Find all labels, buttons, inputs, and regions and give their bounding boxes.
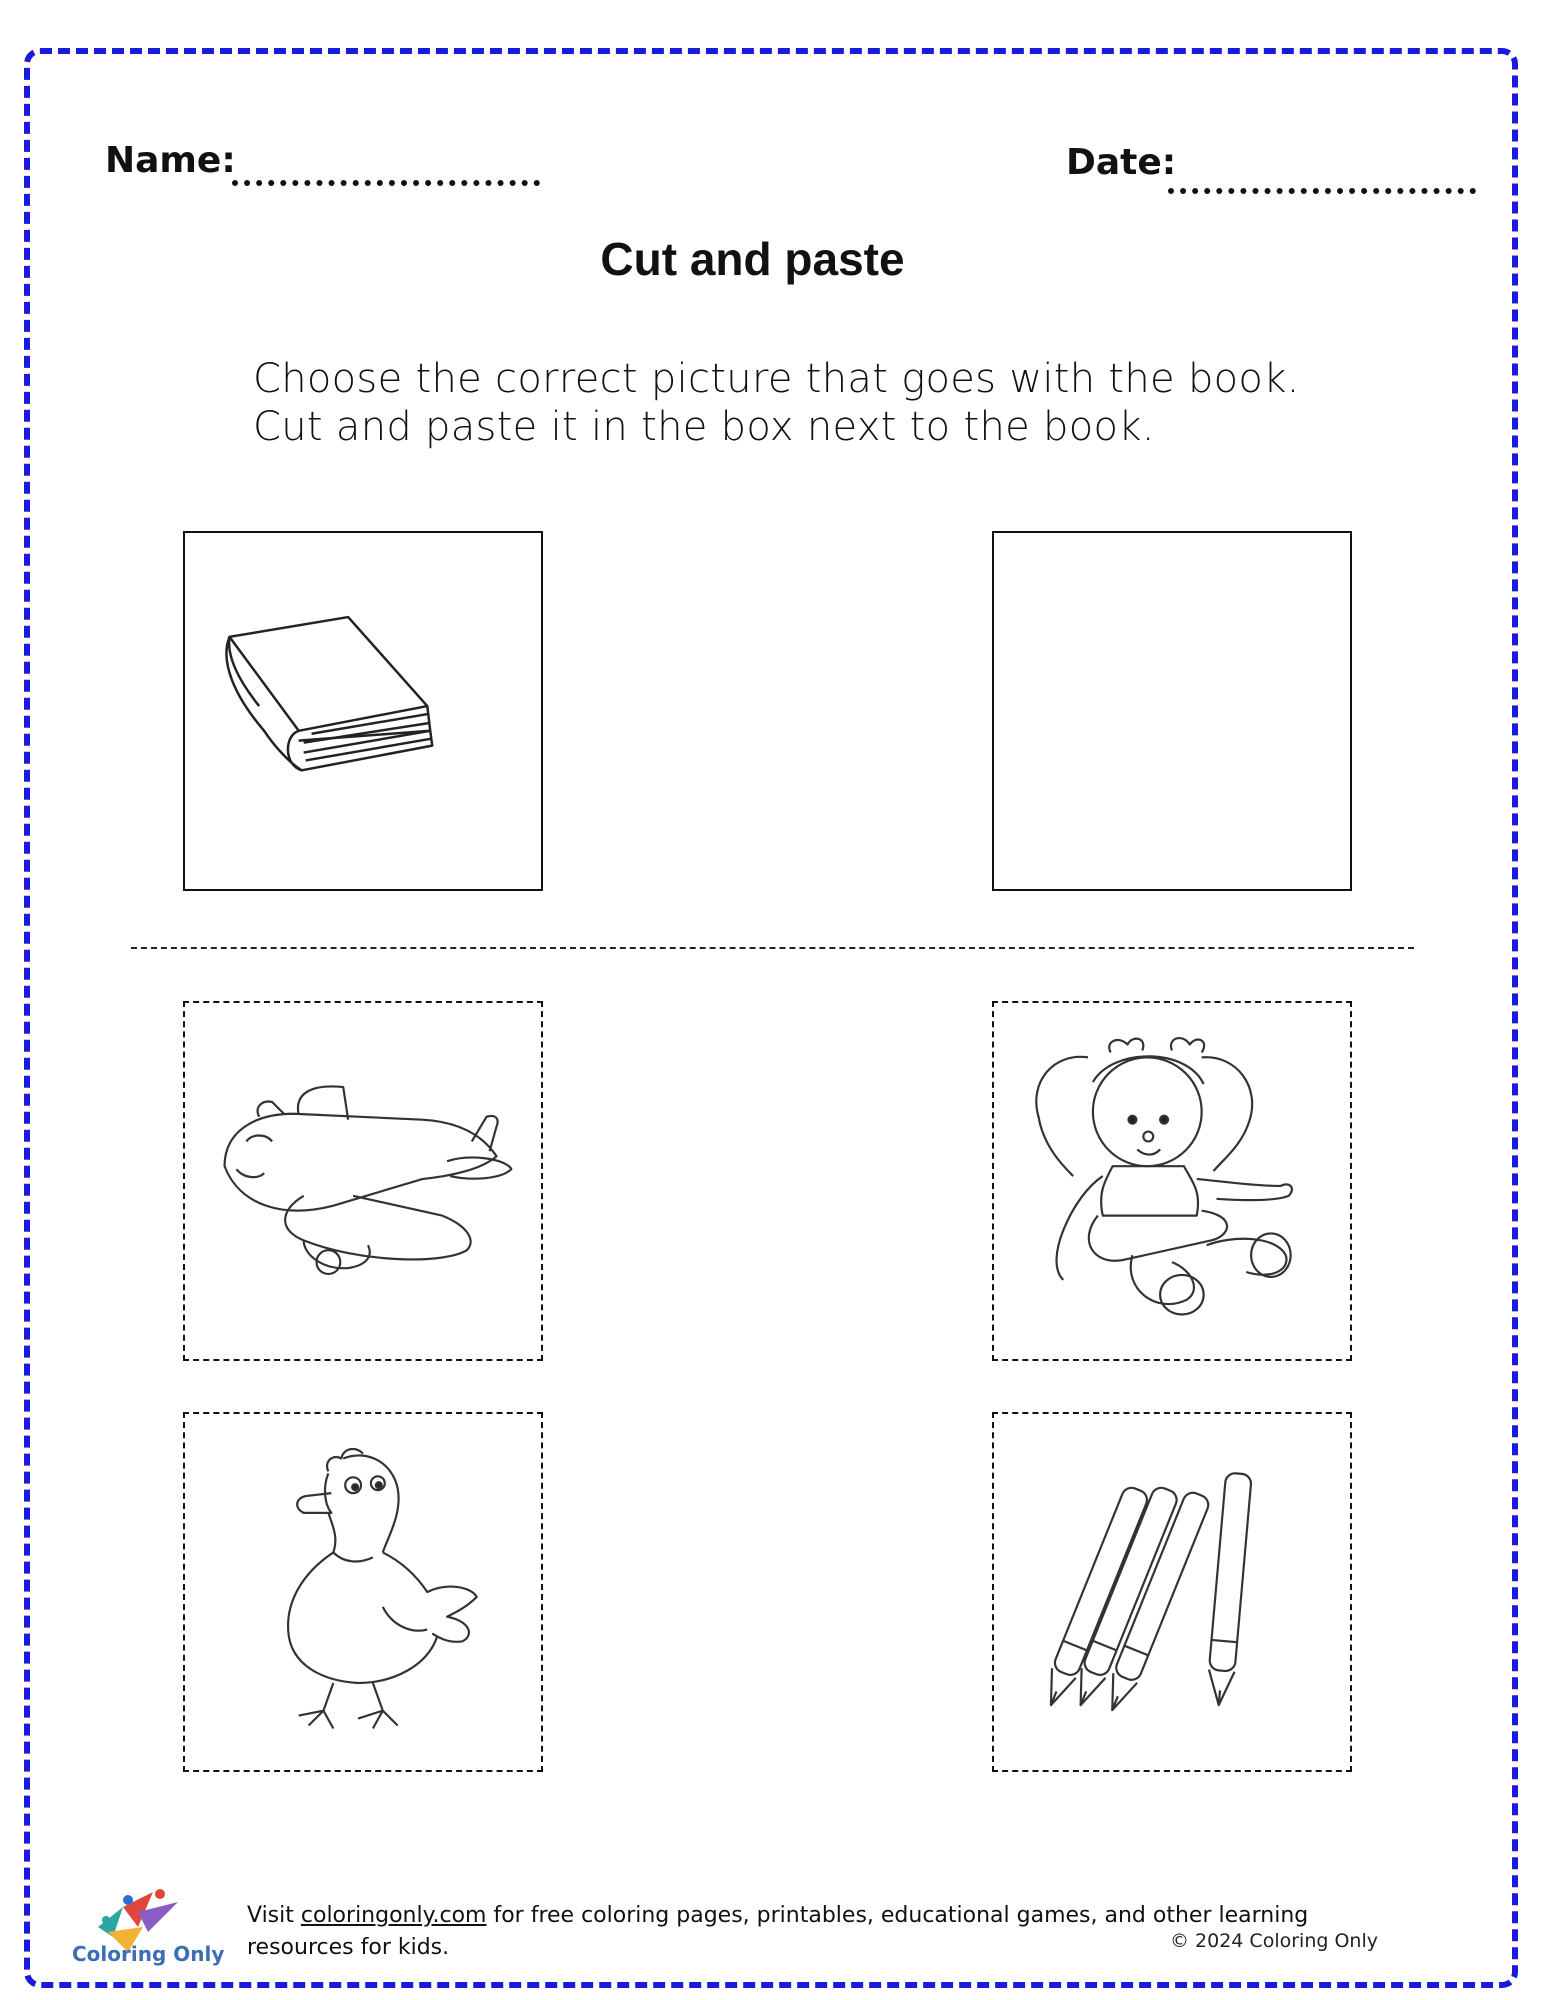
name-field[interactable]	[232, 180, 540, 186]
date-field[interactable]	[1168, 188, 1476, 194]
copyright: © 2024 Coloring Only	[1170, 1930, 1378, 1952]
chicken-icon	[185, 1414, 541, 1770]
option-doll[interactable]	[992, 1001, 1352, 1361]
date-label: Date:	[1066, 142, 1177, 183]
logo-text: Coloring Only	[72, 1942, 225, 1966]
instruction-line-2: Cut and paste it in the box next to the book.	[253, 404, 1155, 450]
option-chicken[interactable]	[183, 1412, 543, 1772]
book-icon	[185, 533, 541, 889]
paste-box[interactable]	[992, 531, 1352, 891]
book-box	[183, 531, 543, 891]
airplane-icon	[185, 1003, 541, 1359]
name-label: Name:	[105, 140, 236, 181]
option-airplane[interactable]	[183, 1001, 543, 1361]
cut-line	[131, 947, 1414, 949]
page-title: Cut and paste	[600, 233, 905, 285]
footer-link[interactable]: coloringonly.com	[300, 1903, 487, 1928]
option-pens[interactable]	[992, 1412, 1352, 1772]
doll-icon	[994, 1003, 1350, 1359]
footer-visit: Visit	[247, 1903, 294, 1928]
pens-icon	[994, 1414, 1350, 1770]
footer-description: for free coloring pages, printables, educational games, and other learning resources for kids.	[247, 1903, 1309, 1960]
instruction-line-1: Choose the correct picture that goes with the book.	[253, 356, 1300, 402]
